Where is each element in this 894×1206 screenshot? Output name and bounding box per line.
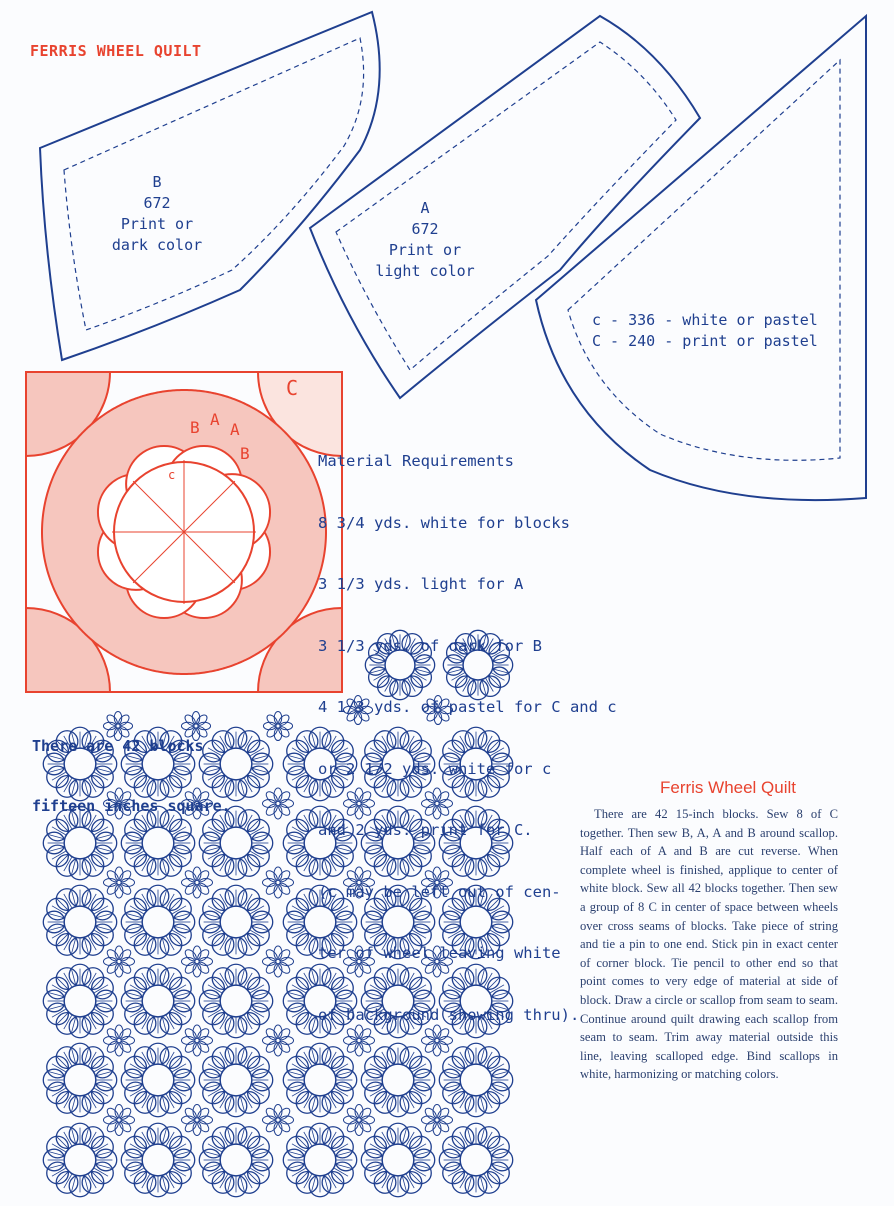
block-label-c-corner: C bbox=[286, 376, 299, 400]
quilt-wheel bbox=[121, 964, 194, 1037]
materials-line: and 2 yds. print for C. bbox=[318, 821, 533, 839]
quilt-wheel bbox=[199, 1123, 272, 1196]
block-label-b2: B bbox=[240, 444, 250, 463]
materials-line: ter of wheel leaving white bbox=[318, 944, 561, 962]
quilt-flower bbox=[181, 1025, 212, 1056]
quilt-wheel bbox=[121, 1123, 194, 1196]
piece-c-seam bbox=[568, 60, 840, 460]
quilt-wheel bbox=[361, 1043, 434, 1116]
quilt-flower bbox=[103, 1025, 134, 1056]
instructions-body bbox=[580, 805, 838, 1084]
block-illustration bbox=[26, 372, 342, 692]
quilt-flower bbox=[421, 1104, 452, 1135]
piece-b-label bbox=[92, 172, 222, 256]
quilt-wheel bbox=[121, 885, 194, 958]
materials-line: or 2 1/2 yds. white for c bbox=[318, 759, 552, 778]
quilt-flower bbox=[103, 946, 134, 977]
quilt-flower bbox=[262, 788, 293, 819]
piece-b-color: dark color bbox=[111, 236, 203, 254]
quilt-wheel bbox=[439, 1123, 512, 1196]
materials-line: 3 1/3 yds. light for A bbox=[318, 575, 524, 593]
quilt-flower bbox=[103, 1104, 134, 1135]
block-label-a2: A bbox=[230, 420, 240, 439]
piece-c-small: c - 336 - white or pastel bbox=[592, 311, 818, 329]
material-requirements bbox=[318, 410, 617, 1046]
quilt-flower bbox=[262, 867, 293, 898]
quilt-wheel bbox=[121, 1043, 194, 1116]
piece-c-label bbox=[592, 310, 852, 352]
materials-line: 8 3/4 yds. white for blocks bbox=[318, 513, 570, 532]
materials-line: of background showing thru). bbox=[318, 1005, 580, 1024]
blocks-note-line: There are 42 blocks bbox=[32, 737, 204, 755]
page-title: FERRIS WHEEL QUILT bbox=[30, 42, 202, 60]
block-label-b1: B bbox=[190, 418, 200, 437]
quilt-flower bbox=[181, 946, 212, 977]
quilt-wheel bbox=[43, 1123, 116, 1196]
materials-line: Material Requirements bbox=[318, 452, 514, 470]
quilt-wheel bbox=[43, 1043, 116, 1116]
blocks-note-line: fifteen inches square. bbox=[32, 797, 231, 815]
piece-a-fabric: Print or bbox=[388, 241, 462, 259]
materials-line: 4 1/3 yds. of pastel for C and c bbox=[318, 698, 617, 716]
quilt-wheel bbox=[439, 1043, 512, 1116]
block-label-c-small: c bbox=[168, 468, 176, 482]
quilt-flower bbox=[262, 1104, 293, 1135]
piece-a-color: light color bbox=[375, 262, 475, 280]
quilt-flower bbox=[103, 867, 134, 898]
piece-b-count: 672 bbox=[143, 194, 171, 212]
materials-line: (c may be left out of cen- bbox=[318, 882, 561, 901]
quilt-flower bbox=[262, 946, 293, 977]
piece-a-letter: A bbox=[420, 199, 430, 217]
quilt-flower bbox=[181, 867, 212, 898]
quilt-wheel bbox=[199, 964, 272, 1037]
quilt-wheel bbox=[283, 1043, 356, 1116]
quilt-wheel bbox=[43, 964, 116, 1037]
piece-c-large: C - 240 - print or pastel bbox=[592, 332, 818, 350]
quilt-flower bbox=[343, 1104, 374, 1135]
piece-a-label bbox=[360, 198, 490, 282]
piece-a-count: 672 bbox=[411, 220, 439, 238]
piece-b-fabric: Print or bbox=[120, 215, 194, 233]
blocks-note bbox=[32, 696, 231, 836]
quilt-flower bbox=[263, 711, 292, 740]
materials-line: 3 1/3 yds. of dark for B bbox=[318, 636, 542, 655]
quilt-wheel bbox=[361, 1123, 434, 1196]
quilt-wheel bbox=[283, 1123, 356, 1196]
piece-b-letter: B bbox=[152, 173, 162, 191]
quilt-wheel bbox=[199, 1043, 272, 1116]
quilt-wheel bbox=[199, 885, 272, 958]
instructions-title: Ferris Wheel Quilt bbox=[659, 778, 797, 797]
instructions-text: There are 42 15-inch blocks. Sew 8 of C together. Then sew B, A, A and B around scallop. Half each of A and B are cut reverse. When complete wheel is finished, applique to center of white block. Sew all 42 blocks together. Then sew a group of 8 C in center of space between wheels over cross seams of blocks. Take piece of string and tie a pin to one end. Stick pin in exact center of corner block. Tie pencil to other end so that point comes to very edge of material at side of block. Draw a circle or scallop from seam to seam. Continue around quilt drawing each scallop from seam to seam. Trim away material outside this line, leaving scalloped edge. Bind scallops in white, harmonizing or matching colors. bbox=[580, 807, 838, 1082]
quilt-flower bbox=[262, 1025, 293, 1056]
block-label-a1: A bbox=[210, 410, 220, 429]
quilt-wheel bbox=[43, 885, 116, 958]
quilt-flower bbox=[181, 1104, 212, 1135]
